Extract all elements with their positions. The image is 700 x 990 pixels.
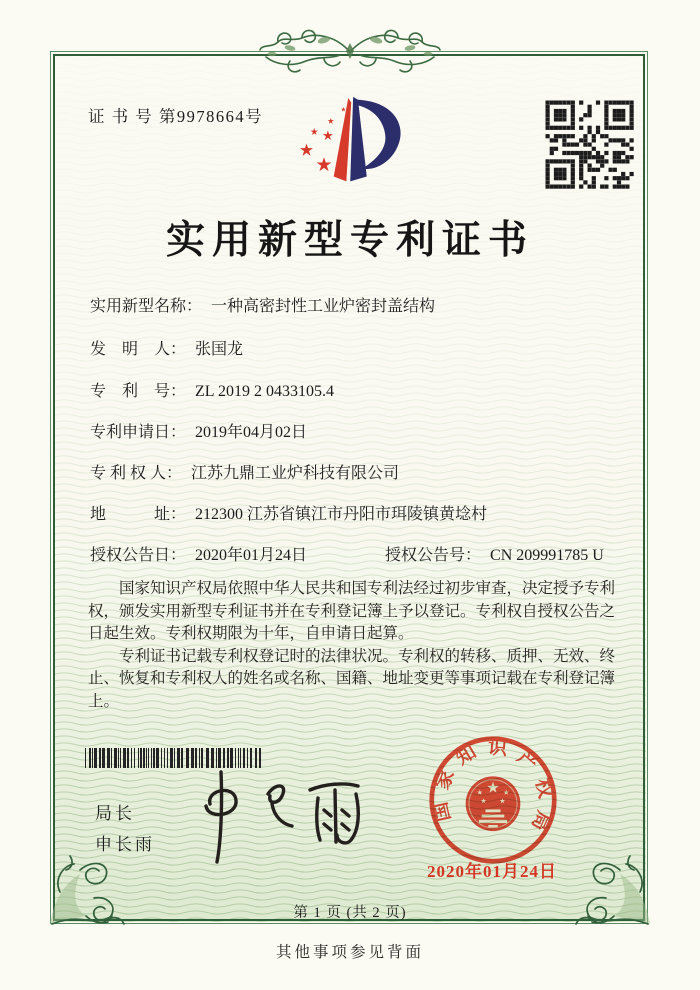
- legal-paragraph-1: 国家知识产权局依照中华人民共和国专利法经过初步审查，决定授予专利权，颁发实用新型专利证书并在专利登记簿上予以登记。专利权自授权公告之日起生效。专利权期限为十年，自申请日起算。: [88, 580, 616, 642]
- bottom-right-corner-flourish: [555, 842, 660, 937]
- field-value: 江苏九鼎工业炉科技有限公司: [191, 465, 400, 482]
- field-value: 2020年01月24日: [195, 547, 308, 564]
- top-scroll-ornament: [232, 23, 468, 77]
- national-emblem: [466, 776, 521, 831]
- handwritten-signature: [172, 760, 392, 872]
- field-label: 专利申请日：: [90, 424, 187, 441]
- field-grant-number: [385, 542, 604, 565]
- cnipa-red-seal: [427, 734, 559, 866]
- bottom-left-corner-flourish: [40, 842, 145, 937]
- certificate-title: 实用新型专利证书: [165, 219, 534, 262]
- signer-title: 局长: [95, 804, 135, 823]
- field-value: 张国龙: [195, 341, 244, 358]
- signer-name: 申长雨: [95, 835, 155, 854]
- certificate-number: 证 书 号 第9978664号: [88, 107, 264, 126]
- field-label: 实用新型名称：: [90, 298, 203, 315]
- seal-text: 国家知识产权局: [430, 737, 556, 834]
- field-value: 212300 江苏省镇江市丹阳市珥陵镇黄埝村: [195, 506, 488, 523]
- field-label: 地 址：: [90, 506, 187, 523]
- field-value: 一种高密封性工业炉密封盖结构: [211, 298, 436, 315]
- field-value: CN 209991785 U: [490, 547, 604, 564]
- field-row-inventor: [90, 336, 615, 359]
- field-row-patent-number: [90, 378, 615, 401]
- page-indicator: 第 1 页 (共 2 页): [293, 905, 407, 921]
- seal-date: 2020年01月24日: [427, 862, 557, 881]
- field-label: 专 利 号：: [90, 383, 187, 400]
- field-row-invention-name: [90, 293, 615, 316]
- ornament-center-leaf: [346, 43, 354, 59]
- field-label: 专 利 权 人：: [90, 465, 183, 482]
- field-value: 2019年04月02日: [195, 424, 308, 441]
- field-label: 发 明 人：: [90, 341, 187, 358]
- qr-code: [544, 99, 636, 191]
- field-label: 授权公告号：: [385, 547, 482, 564]
- field-row-grant-date: [90, 542, 615, 565]
- legal-paragraph-2: 专利证书记载专利权登记时的法律状况。专利权的转移、质押、无效、终止、恢复和专利权人的姓名或名称、国籍、地址变更等事项记载在专利登记簿上。: [88, 647, 616, 710]
- field-row-address: [90, 501, 615, 524]
- field-row-patentee: [90, 460, 615, 483]
- back-note: 其他事项参见背面: [275, 944, 424, 961]
- field-label: 授权公告日：: [90, 547, 187, 564]
- cnipa-logo: [288, 92, 428, 194]
- field-value: ZL 2019 2 0433105.4: [195, 383, 334, 400]
- legal-text: [88, 578, 615, 713]
- field-row-filing-date: [90, 419, 615, 442]
